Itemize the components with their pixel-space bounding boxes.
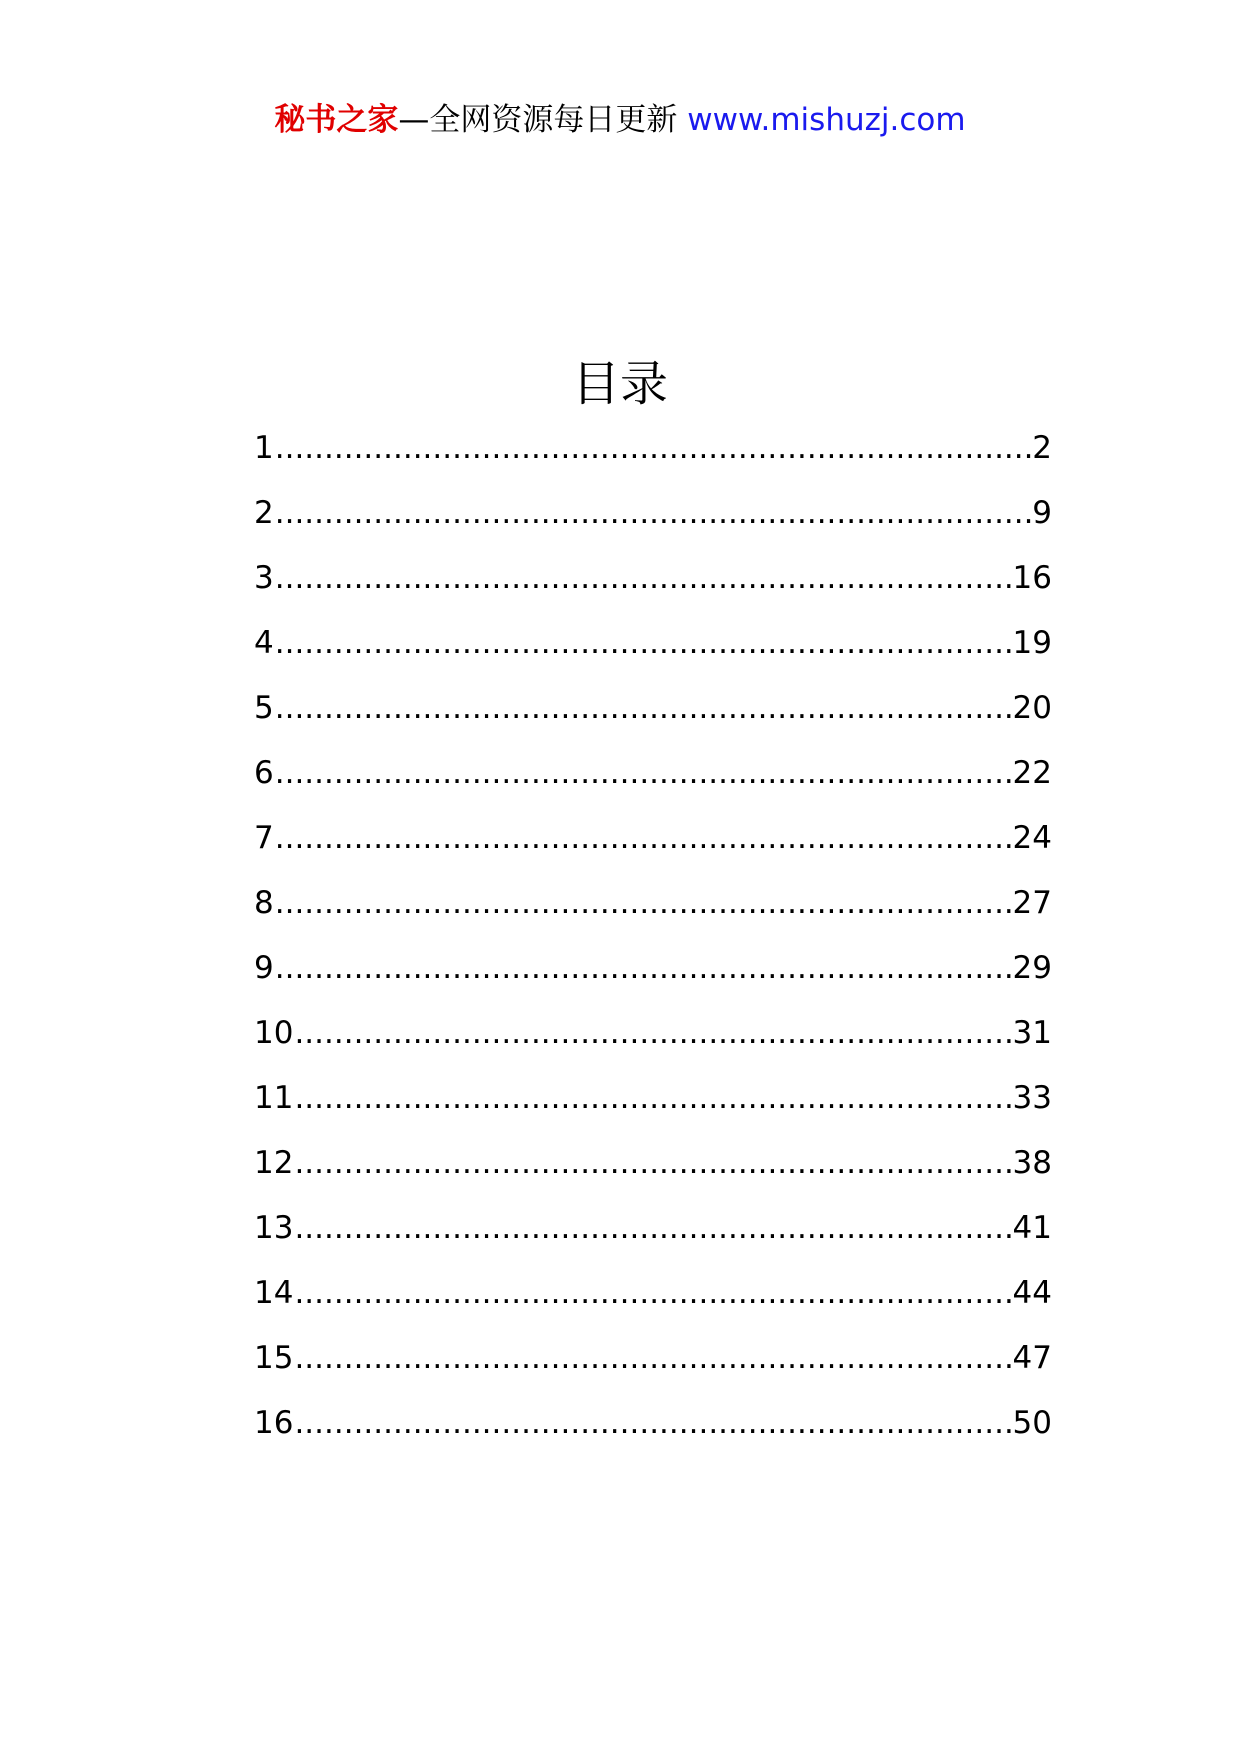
toc-dot-leader bbox=[294, 1078, 1011, 1118]
toc-dot-leader bbox=[294, 1338, 1011, 1378]
toc-entry-number: 2 bbox=[254, 495, 274, 531]
toc-dot-leader bbox=[275, 493, 1032, 533]
toc-dot-leader bbox=[275, 883, 1012, 923]
toc-entry-page: 31 bbox=[1012, 1015, 1052, 1051]
toc-entry-number: 4 bbox=[254, 625, 274, 661]
toc-entry[interactable] bbox=[254, 493, 1052, 558]
toc-entry[interactable] bbox=[254, 1403, 1052, 1468]
toc-entry[interactable] bbox=[254, 948, 1052, 1013]
toc-entry[interactable] bbox=[254, 1013, 1052, 1078]
toc-entry-number: 16 bbox=[254, 1405, 294, 1441]
toc-entry[interactable] bbox=[254, 753, 1052, 818]
toc-entry-number: 15 bbox=[254, 1340, 294, 1376]
toc-entry-page: 2 bbox=[1032, 430, 1052, 466]
toc-entry-page: 38 bbox=[1012, 1145, 1052, 1181]
toc-dot-leader bbox=[275, 623, 1012, 663]
toc-entry-number: 9 bbox=[254, 950, 274, 986]
header-url-link[interactable]: www.mishuzj.com bbox=[687, 102, 966, 138]
toc-entry-page: 41 bbox=[1012, 1210, 1052, 1246]
toc-entry-number: 1 bbox=[254, 430, 274, 466]
toc-entry[interactable] bbox=[254, 1338, 1052, 1403]
toc-entry-number: 8 bbox=[254, 885, 274, 921]
toc-entry-page: 50 bbox=[1012, 1405, 1052, 1441]
toc-entry[interactable] bbox=[254, 1078, 1052, 1143]
toc-entry-page: 47 bbox=[1012, 1340, 1052, 1376]
toc-entry-page: 22 bbox=[1012, 755, 1052, 791]
toc-title: 目录 bbox=[571, 356, 668, 412]
toc-dot-leader bbox=[294, 1273, 1011, 1313]
toc-entry[interactable] bbox=[254, 428, 1052, 493]
toc-entry-number: 7 bbox=[254, 820, 274, 856]
toc-dot-leader bbox=[275, 558, 1012, 598]
toc-entry-number: 11 bbox=[254, 1080, 294, 1116]
header-tagline: —全网资源每日更新 bbox=[398, 102, 688, 138]
toc-entry-number: 3 bbox=[254, 560, 274, 596]
toc-entry-page: 24 bbox=[1012, 820, 1052, 856]
toc-entry-number: 14 bbox=[254, 1275, 294, 1311]
toc-dot-leader bbox=[294, 1208, 1011, 1248]
toc-entry[interactable] bbox=[254, 883, 1052, 948]
toc-dot-leader bbox=[294, 1403, 1011, 1443]
toc-entry[interactable] bbox=[254, 1208, 1052, 1273]
toc-dot-leader bbox=[294, 1013, 1011, 1053]
toc-entry-page: 20 bbox=[1012, 690, 1052, 726]
toc-entry-number: 13 bbox=[254, 1210, 294, 1246]
toc-dot-leader bbox=[275, 948, 1012, 988]
toc-entry[interactable] bbox=[254, 1273, 1052, 1338]
toc-dot-leader bbox=[275, 753, 1012, 793]
toc-entry-page: 9 bbox=[1032, 495, 1052, 531]
brand-name: 秘书之家 bbox=[274, 102, 399, 138]
toc-entry[interactable] bbox=[254, 623, 1052, 688]
page-header bbox=[0, 100, 1240, 140]
toc-entry-number: 12 bbox=[254, 1145, 294, 1181]
toc-entry[interactable] bbox=[254, 558, 1052, 623]
toc-entry-number: 6 bbox=[254, 755, 274, 791]
toc-entry[interactable] bbox=[254, 1143, 1052, 1208]
toc-entry-number: 10 bbox=[254, 1015, 294, 1051]
toc-entry-page: 27 bbox=[1012, 885, 1052, 921]
toc-entry-page: 29 bbox=[1012, 950, 1052, 986]
toc-dot-leader bbox=[275, 818, 1012, 858]
toc-entry-page: 33 bbox=[1012, 1080, 1052, 1116]
toc-entry-page: 44 bbox=[1012, 1275, 1052, 1311]
toc-entry[interactable] bbox=[254, 818, 1052, 883]
toc-entry[interactable] bbox=[254, 688, 1052, 753]
toc-entry-page: 16 bbox=[1012, 560, 1052, 596]
toc-dot-leader bbox=[294, 1143, 1011, 1183]
toc-entry-number: 5 bbox=[254, 690, 274, 726]
toc-dot-leader bbox=[275, 688, 1012, 728]
toc-dot-leader bbox=[275, 428, 1032, 468]
table-of-contents bbox=[254, 428, 1052, 1468]
toc-entry-page: 19 bbox=[1012, 625, 1052, 661]
